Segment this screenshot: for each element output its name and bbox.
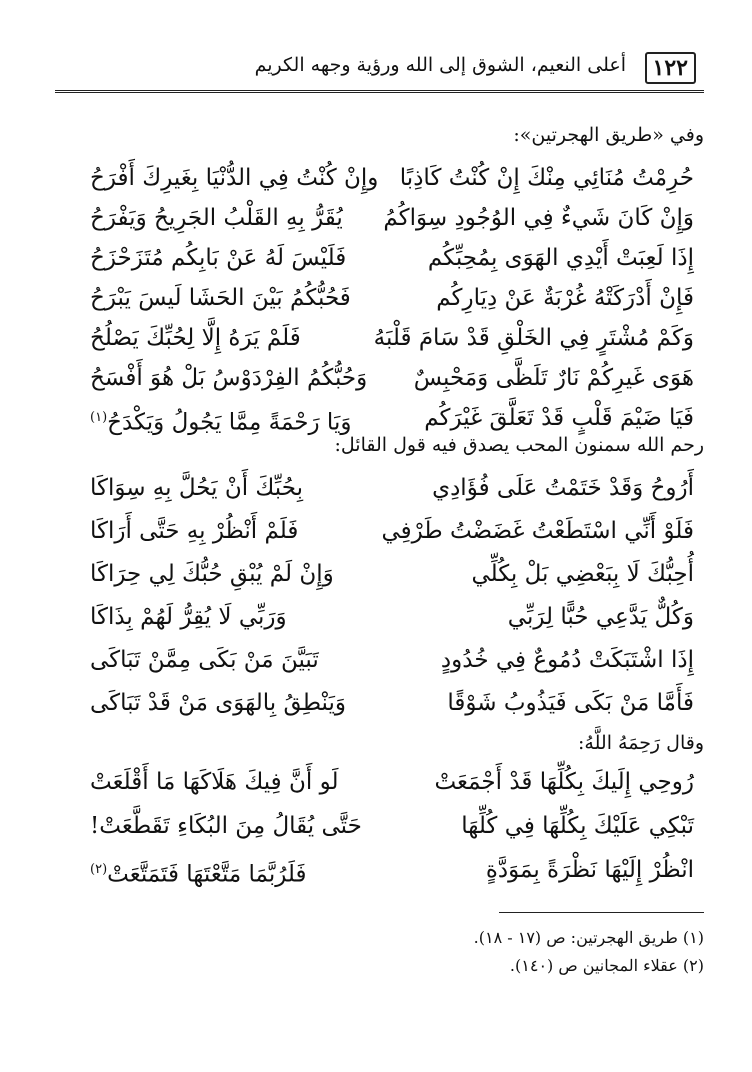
hemistich-right: فَأَمَّا مَنْ بَكَى فَيَذُوبُ شَوْقًا: [447, 690, 694, 716]
hemistich-right: وَإِنْ كَانَ شَيءٌ فِي الوُجُودِ سِوَاكُمُ: [383, 205, 694, 231]
hemistich-left: وَيَنْطِقُ بِالهَوَى مَنْ قَدْ تَبَاكَى: [90, 690, 347, 716]
verse: [55, 158, 704, 198]
footnote: (١) طريق الهجرتين: ص (١٧ - ١٨).: [473, 928, 704, 947]
hemistich-right: هَوَى غَيرِكُمْ نَارٌ تَلَظَّى وَمَحْبِسٌ: [413, 365, 694, 391]
hemistich-left: لَو أَنَّ فِيكَ هَلَاكَهَا مَا أَقْلَعَتْ: [90, 769, 339, 795]
hemistich-right: أَرُوحُ وَقَدْ خَتَمْتُ عَلَى فُؤَادِي: [432, 475, 694, 501]
hemistich-left: يُقَرُّ بِهِ القَلْبُ الجَرِيحُ وَيَفْرَحُ: [90, 205, 343, 231]
verse: [55, 278, 704, 318]
hemistich-text: فَلَرُبَّمَا مَتَّعْتَهَا فَتَمَتَّعَتْ: [107, 861, 307, 888]
verse: [55, 398, 704, 438]
verse: [55, 850, 704, 894]
hemistich-left: فَلَمْ أَنْظُرْ بِهِ حَتَّى أَرَاكَا: [90, 518, 299, 544]
verse: [55, 468, 704, 511]
hemistich-left: وَحُبُّكُمُ الفِرْدَوْسُ بَلْ هُوَ أَفْسَحُ: [90, 365, 368, 391]
hemistich-right: إِذَا لَعِبَتْ أَيْدِي الهَوَى بِمُحِبِّكُم: [427, 245, 694, 271]
hemistich-left: حَتَّى يُقَالُ مِنَ البُكَاءِ تَقَطَّعَتْ!: [90, 813, 362, 839]
hemistich-left: فَحُبُّكُمُ بَيْنَ الحَشَا لَيسَ يَبْرَحُ: [90, 285, 351, 311]
verse: [55, 318, 704, 358]
hemistich-left: وإِنْ كُنْتُ فِي الدُّنْيَا بِغَيرِكَ أَفْرَحُ: [90, 165, 379, 191]
footnote-marker: (١): [90, 410, 108, 425]
hemistich-left: [90, 850, 307, 895]
poem-3: [55, 762, 704, 894]
hemistich-right: فَيَا ضَيْمَ قَلْبٍ قَدْ تَعَلَّقَ غَيْرَكُم: [424, 405, 694, 431]
verse: [55, 683, 704, 726]
hemistich-right: رُوحِي إِلَيكَ بِكُلِّهَا قَدْ أَجْمَعَتْ: [434, 769, 694, 795]
verse: [55, 806, 704, 850]
hemistich-left: بِحُبِّكَ أَنْ يَحُلَّ بِهِ سِوَاكَا: [90, 475, 303, 501]
hemistich-right: تَبْكِي عَلَيْكَ بِكُلِّهَا فِي كُلِّهَا: [461, 813, 694, 839]
hemistich-left: تَبَيَّنَ مَنْ بَكَى مِمَّنْ تَبَاكَى: [90, 647, 319, 673]
hemistich-right: فَلَوْ أَنِّي اسْتَطَعْتُ غَضَضْتُ طَرْفِي: [381, 518, 694, 544]
footnote-marker: (٢): [90, 862, 108, 877]
hemistich-left: [90, 398, 351, 443]
hemistich-text: وَيَا رَحْمَةً مِمَّا يَجُولُ وَيَكْدَحُ: [107, 409, 352, 436]
page-header: [55, 40, 704, 93]
verse: [55, 238, 704, 278]
hemistich-left: وَرَبِّي لَا يُقِرُّ لَهُمْ بِذَاكَا: [90, 604, 287, 630]
verse: [55, 597, 704, 640]
hemistich-right: انْظُرْ إِلَيْهَا نَظْرَةً بِمَوَدَّةٍ: [485, 857, 694, 883]
hemistich-left: فَلَيْسَ لَهُ عَنْ بَابِكُم مُتَزَحْزَحُ: [90, 245, 347, 271]
intro-text: رحم الله سمنون المحب يصدق فيه قول القائل:: [334, 434, 704, 456]
hemistich-right: وَكَمْ مُشْتَرٍ فِي الخَلْقِ قَدْ سَامَ قَلْبَهُ: [373, 325, 694, 351]
page-title: أعلى النعيم، الشوق إلى الله ورؤية وجهه الكريم: [254, 54, 626, 76]
hemistich-left: فَلَمْ يَرَهُ إِلَّا لِحُبِّكَ يَصْلُحُ: [90, 325, 301, 351]
poem-2: [55, 468, 704, 726]
hemistich-right: فَإِنْ أَدْرَكَتْهُ غُرْبَةٌ عَنْ دِيَارِكُم: [436, 285, 694, 311]
intro-text: وقال رَحِمَهُ اللَّهُ:: [578, 732, 704, 754]
verse: [55, 358, 704, 398]
verse: [55, 198, 704, 238]
poem-1: [55, 158, 704, 438]
hemistich-right: وَكُلٌّ يَدَّعِي حُبًّا لِرَبِّي: [507, 604, 694, 630]
hemistich-right: حُرِمْتُ مُنَائِي مِنْكَ إِنْ كُنْتُ كَاذِبًا: [399, 165, 694, 191]
hemistich-right: إِذَا اشْتَبَكَتْ دُمُوعٌ فِي خُدُودٍ: [440, 647, 694, 673]
verse: [55, 511, 704, 554]
hemistich-left: وَإِنْ لَمْ يُبْقِ حُبُّكَ لِي حِرَاكَا: [90, 561, 334, 587]
hemistich-right: أُحِبُّكَ لَا بِبَعْضِي بَلْ بِكُلِّي: [471, 561, 694, 587]
footnote: (٢) عقلاء المجانين ص (١٤٠).: [509, 956, 704, 975]
verse: [55, 554, 704, 597]
page-number: ١٢٢: [645, 52, 696, 84]
verse: [55, 640, 704, 683]
footnote-divider: [499, 912, 704, 913]
verse: [55, 762, 704, 806]
intro-text: وفي «طريق الهجرتين»:: [513, 124, 704, 146]
